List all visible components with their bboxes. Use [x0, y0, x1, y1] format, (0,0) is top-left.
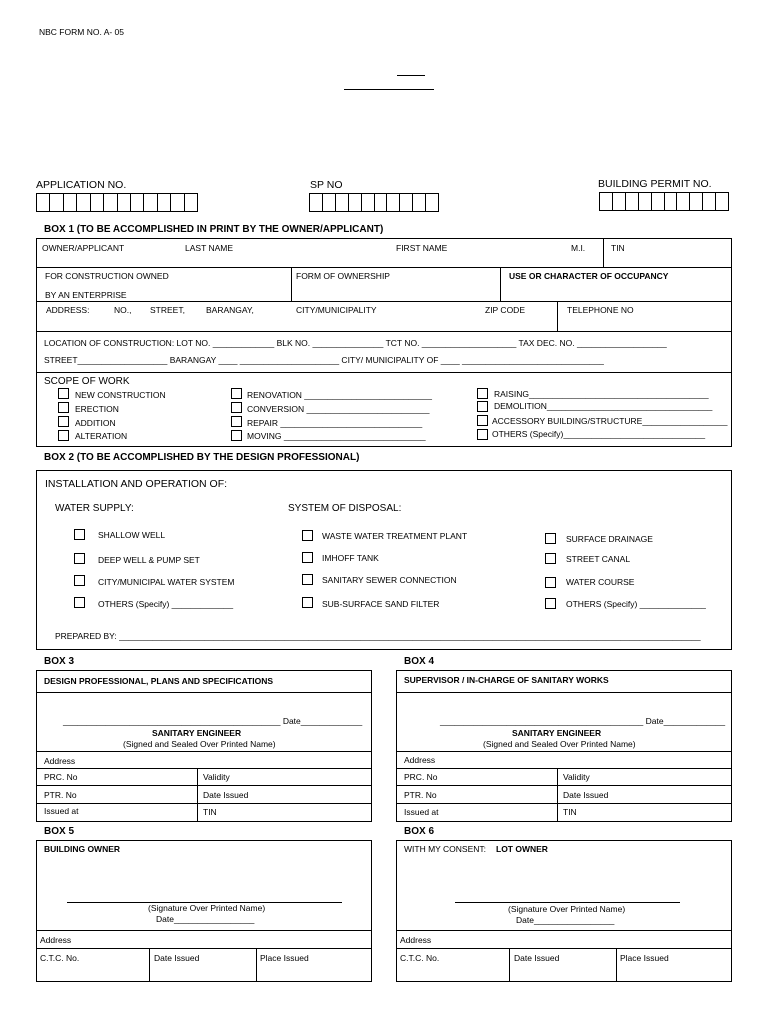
- box3-title: DESIGN PROFESSIONAL, PLANS AND SPECIFICATIONS: [44, 676, 274, 686]
- box3-date-issued-label: Date Issued: [203, 790, 249, 800]
- box1-row-divider: [36, 331, 732, 332]
- surface-drainage-checkbox[interactable]: [545, 533, 556, 544]
- scope-renovation: RENOVATION ___________________________: [247, 390, 432, 400]
- erection-checkbox[interactable]: [58, 402, 69, 413]
- box5-col-divider: [256, 948, 257, 982]
- box3-issued-at-label: Issued at: [44, 806, 79, 816]
- scope-accessory-building: ACCESSORY BUILDING/STRUCTURE__________________: [492, 416, 728, 426]
- disposal-waste-water: WASTE WATER TREATMENT PLANT: [322, 531, 468, 541]
- box4-date-issued-label: Date Issued: [563, 790, 609, 800]
- address-street-label: STREET,: [150, 305, 185, 315]
- box5-col-divider: [149, 948, 150, 982]
- moving-checkbox[interactable]: [231, 430, 242, 441]
- street-canal-checkbox[interactable]: [545, 553, 556, 564]
- box6-ctc-label: C.T.C. No.: [400, 953, 440, 963]
- alteration-checkbox[interactable]: [58, 430, 69, 441]
- owner-applicant-label: OWNER/APPLICANT: [42, 243, 125, 253]
- box3-label: BOX 3: [44, 656, 75, 667]
- box6-label: BOX 6: [404, 826, 435, 837]
- title-blank-line: [397, 75, 425, 76]
- box3-signed-label: (Signed and Sealed Over Printed Name): [123, 739, 276, 749]
- subtitle-blank-line: [344, 89, 434, 90]
- construction-owned-label: FOR CONSTRUCTION OWNED: [45, 271, 169, 281]
- zip-code-label: ZIP CODE: [485, 305, 525, 315]
- box6-place-issued-label: Place Issued: [620, 953, 669, 963]
- drainage-surface: SURFACE DRAINAGE: [566, 534, 653, 544]
- box1-col-divider: [603, 238, 604, 267]
- box3-ptr-label: PTR. No: [44, 790, 77, 800]
- shallow-well-checkbox[interactable]: [74, 529, 85, 540]
- building-permit-no-label: BUILDING PERMIT NO.: [598, 178, 712, 190]
- box6-lot-owner-label: LOT OWNER: [496, 844, 548, 854]
- box4-signature-date-line: ___________________________________________ Date_____________: [440, 716, 726, 726]
- box3-validity-label: Validity: [203, 772, 230, 782]
- installation-heading: INSTALLATION AND OPERATION OF:: [45, 478, 228, 490]
- tin-label: TIN: [611, 243, 625, 253]
- box1-heading: BOX 1 (TO BE ACCOMPLISHED IN PRINT BY THE OWNER/APPLICANT): [44, 224, 384, 235]
- water-course-checkbox[interactable]: [545, 577, 556, 588]
- prepared-by-line: PREPARED BY: ___________________________________________________________________________________________________________________________: [55, 631, 701, 641]
- box2-heading: BOX 2 (TO BE ACCOMPLISHED BY THE DESIGN PROFESSIONAL): [44, 452, 360, 463]
- new-construction-checkbox[interactable]: [58, 388, 69, 399]
- first-name-label: FIRST NAME: [396, 243, 448, 253]
- box5-date-issued-label: Date Issued: [154, 953, 200, 963]
- scope-demolition: DEMOLITION___________________________________: [494, 401, 713, 411]
- waste-water-checkbox[interactable]: [302, 530, 313, 541]
- building-permit-no-field[interactable]: [599, 192, 729, 211]
- box3-signature-date-line: ______________________________________________ Date_____________: [63, 716, 363, 726]
- box4-divider: [396, 692, 732, 693]
- scope-conversion: CONVERSION __________________________: [247, 404, 430, 414]
- water-shallow-well: SHALLOW WELL: [98, 530, 166, 540]
- box4-engineer-label: SANITARY ENGINEER: [512, 728, 602, 738]
- scope-moving: MOVING ______________________________: [247, 431, 426, 441]
- box1-col-divider: [557, 301, 558, 331]
- enterprise-label: BY AN ENTERPRISE: [45, 290, 127, 300]
- box3-divider: [36, 785, 372, 786]
- box5-place-issued-label: Place Issued: [260, 953, 309, 963]
- scope-repair: REPAIR ______________________________: [247, 418, 423, 428]
- box3-divider: [36, 803, 372, 804]
- box4-divider: [396, 803, 732, 804]
- box6-col-divider: [509, 948, 510, 982]
- box4-divider: [396, 785, 732, 786]
- renovation-checkbox[interactable]: [231, 388, 242, 399]
- sanitary-sewer-checkbox[interactable]: [302, 574, 313, 585]
- box3-divider: [36, 692, 372, 693]
- box6-col-divider: [616, 948, 617, 982]
- sp-no-label: SP NO: [310, 179, 343, 191]
- disposal-imhoff-tank: IMHOFF TANK: [322, 553, 379, 563]
- form-number: NBC FORM NO. A- 05: [39, 27, 125, 37]
- accessory-building-checkbox[interactable]: [477, 415, 488, 426]
- box3-tin-label: TIN: [203, 807, 217, 817]
- deep-well-checkbox[interactable]: [74, 553, 85, 564]
- telephone-label: TELEPHONE NO: [567, 305, 634, 315]
- box4-validity-label: Validity: [563, 772, 590, 782]
- disposal-sanitary-sewer: SANITARY SEWER CONNECTION: [322, 575, 457, 585]
- last-name-label: LAST NAME: [185, 243, 234, 253]
- address-label: ADDRESS:: [46, 305, 90, 315]
- scope-alteration: ALTERATION: [75, 431, 128, 441]
- addition-checkbox[interactable]: [58, 416, 69, 427]
- box4-issued-at-label: Issued at: [404, 807, 439, 817]
- box5-address-label: Address: [40, 935, 72, 945]
- box4-prc-label: PRC. No: [404, 772, 438, 782]
- application-no-field[interactable]: [36, 193, 198, 212]
- scope-others: OTHERS (Specify)______________________________: [492, 429, 706, 439]
- disposal-sand-filter: SUB-SURFACE SAND FILTER: [322, 599, 440, 609]
- box3-divider: [36, 751, 372, 752]
- box5-divider: [36, 930, 372, 931]
- scope-addition: ADDITION: [75, 418, 116, 428]
- sand-filter-checkbox[interactable]: [302, 597, 313, 608]
- location-line-1: LOCATION OF CONSTRUCTION: LOT NO. _____________ BLK NO. _______________ TCT NO. ____________________ TAX DEC. NO. ___________________: [44, 338, 667, 348]
- address-barangay-label: BARANGAY,: [206, 305, 254, 315]
- drainage-others-checkbox[interactable]: [545, 598, 556, 609]
- box5-divider: [36, 948, 372, 949]
- box6-signature-label: (Signature Over Printed Name): [508, 904, 626, 914]
- box6-date-line: Date_________________: [516, 915, 615, 925]
- sp-no-field[interactable]: [309, 193, 439, 212]
- water-others: OTHERS (Specify) _____________: [98, 599, 234, 609]
- box6-address-label: Address: [400, 935, 432, 945]
- water-others-checkbox[interactable]: [74, 597, 85, 608]
- drainage-water-course: WATER COURSE: [566, 577, 635, 587]
- box6-consent-label: WITH MY CONSENT:: [404, 844, 487, 854]
- box3-address-label: Address: [44, 756, 76, 766]
- box3-prc-label: PRC. No: [44, 772, 78, 782]
- raising-checkbox[interactable]: [477, 388, 488, 399]
- imhoff-tank-checkbox[interactable]: [302, 552, 313, 563]
- box5-title: BUILDING OWNER: [44, 844, 121, 854]
- repair-checkbox[interactable]: [231, 416, 242, 427]
- box5-signature-label: (Signature Over Printed Name): [148, 903, 266, 913]
- water-supply-heading: WATER SUPPLY:: [55, 503, 134, 514]
- box4-tin-label: TIN: [563, 807, 577, 817]
- box5-date-line: Date_________________: [156, 914, 255, 924]
- box3-col-divider: [197, 768, 198, 822]
- box4-address-label: Address: [404, 755, 436, 765]
- conversion-checkbox[interactable]: [231, 402, 242, 413]
- application-no-label: APPLICATION NO.: [36, 179, 127, 191]
- mi-label: M.I.: [571, 243, 586, 253]
- address-city-label: CITY/MUNICIPALITY: [296, 305, 377, 315]
- scope-erection: ERECTION: [75, 404, 119, 414]
- box4-divider: [396, 751, 732, 752]
- box4-ptr-label: PTR. No: [404, 790, 437, 800]
- form-of-ownership-label: FORM OF OWNERSHIP: [296, 271, 390, 281]
- box4-divider: [396, 768, 732, 769]
- others-scope-checkbox[interactable]: [477, 429, 488, 440]
- box1-row-divider: [36, 372, 732, 373]
- drainage-others: OTHERS (Specify) ______________: [566, 599, 706, 609]
- box6-divider: [396, 930, 732, 931]
- scope-raising: RAISING______________________________________: [494, 389, 709, 399]
- box1-col-divider: [291, 267, 292, 301]
- system-of-disposal-heading: SYSTEM OF DISPOSAL:: [288, 503, 402, 514]
- scope-of-work-heading: SCOPE OF WORK: [44, 376, 130, 387]
- box1-col-divider: [500, 267, 501, 301]
- location-line-2: STREET___________________ BARANGAY ____ _____________________ CITY/ MUNICIPALITY OF ____ ______________________________: [44, 355, 604, 365]
- city-water-checkbox[interactable]: [74, 575, 85, 586]
- address-no-label: NO.,: [114, 305, 132, 315]
- box5-ctc-label: C.T.C. No.: [40, 953, 80, 963]
- box6-divider: [396, 948, 732, 949]
- box1-row-divider: [36, 267, 732, 268]
- use-occupancy-label: USE OR CHARACTER OF OCCUPANCY: [509, 271, 669, 281]
- box6-date-issued-label: Date Issued: [514, 953, 560, 963]
- box4-col-divider: [557, 768, 558, 822]
- water-deep-well: DEEP WELL & PUMP SET: [98, 555, 200, 565]
- demolition-checkbox[interactable]: [477, 401, 488, 412]
- box4-signed-label: (Signed and Sealed Over Printed Name): [483, 739, 636, 749]
- box1-row-divider: [36, 301, 732, 302]
- water-city-system: CITY/MUNICIPAL WATER SYSTEM: [98, 577, 235, 587]
- box4-title: SUPERVISOR / IN-CHARGE OF SANITARY WORKS: [404, 675, 609, 685]
- box3-divider: [36, 768, 372, 769]
- scope-new-construction: NEW CONSTRUCTION: [75, 390, 166, 400]
- box6-signature-line: [455, 902, 680, 903]
- box4-label: BOX 4: [404, 656, 435, 667]
- box5-label: BOX 5: [44, 826, 75, 837]
- box3-engineer-label: SANITARY ENGINEER: [152, 728, 242, 738]
- drainage-street-canal: STREET CANAL: [566, 554, 631, 564]
